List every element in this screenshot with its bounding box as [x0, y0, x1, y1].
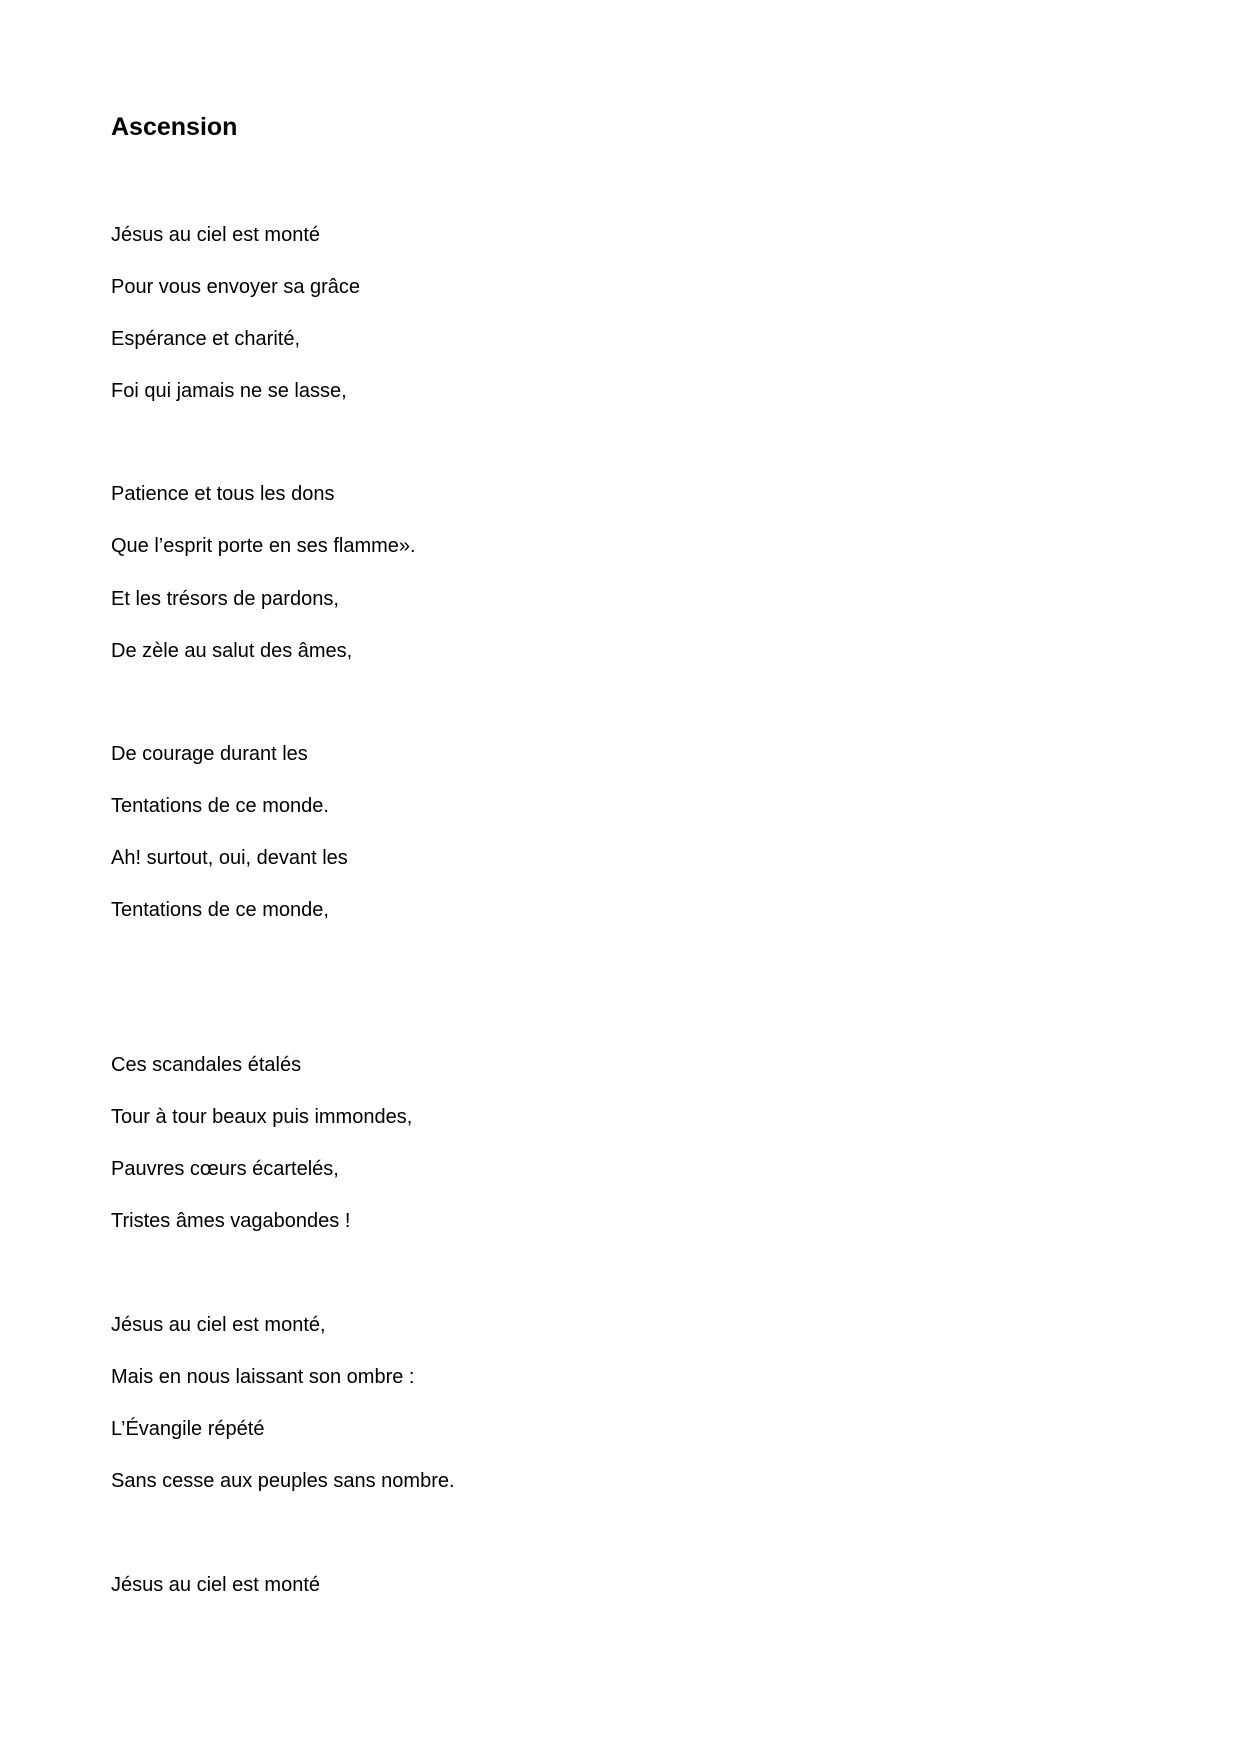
poem-line: Tristes âmes vagabondes ! — [111, 1210, 351, 1232]
poem-line: Mais en nous laissant son ombre : — [111, 1366, 415, 1388]
poem-line: Ces scandales étalés — [111, 1054, 302, 1076]
poem-line: Ah! surtout, oui, devant les — [111, 847, 348, 869]
poem-line: Tentations de ce monde. — [111, 795, 329, 817]
poem-line: Tour à tour beaux puis immondes, — [111, 1106, 413, 1128]
poem-line: Que l’esprit porte en ses flamme». — [111, 535, 416, 557]
poem-title: Ascension — [111, 113, 238, 141]
poem-line: De zèle au salut des âmes, — [111, 640, 353, 662]
poem-line: Et les trésors de pardons, — [111, 588, 339, 610]
poem-line: Pour vous envoyer sa grâce — [111, 276, 361, 298]
poem-line: Jésus au ciel est monté — [111, 1574, 320, 1596]
poem-line: Jésus au ciel est monté — [111, 224, 320, 246]
poem-line: Sans cesse aux peuples sans nombre. — [111, 1470, 455, 1492]
poem-line: Espérance et charité, — [111, 328, 300, 350]
poem-line: L’Évangile répété — [111, 1418, 265, 1440]
poem-line: Foi qui jamais ne se lasse, — [111, 380, 347, 402]
poem-line: Jésus au ciel est monté, — [111, 1314, 326, 1336]
poem-line: Patience et tous les dons — [111, 483, 335, 505]
poem-line: De courage durant les — [111, 743, 308, 765]
poem-line: Tentations de ce monde, — [111, 899, 329, 921]
poem-line: Pauvres cœurs écartelés, — [111, 1158, 339, 1180]
